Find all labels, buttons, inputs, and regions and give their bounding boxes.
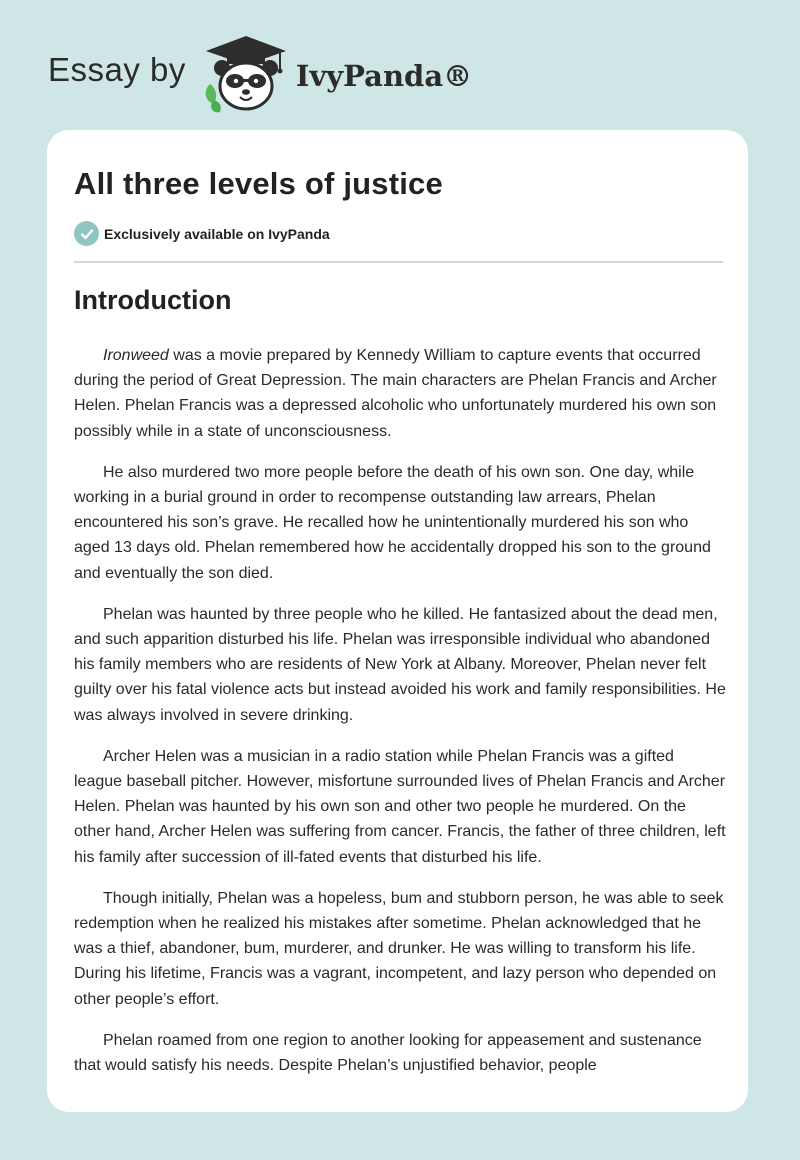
site-header [48,34,472,114]
section-heading: Introduction [74,285,232,315]
paragraph: Archer Helen was a musician in a radio station while Phelan Francis was a gifted league baseball pitcher. However, misfortune surrounded lives of Phelan Francis and Archer Helen. Phelan was haunted by his own son and other two people he murdered. On the other hand, Archer Helen was suffering from cancer. Francis, the father of three children, left his family after succession of ill-fated events that disturbed his life. [74,747,726,866]
paragraph [74,343,726,444]
essay-title: All three levels of justice [74,166,443,201]
checkmark-icon [74,221,99,246]
essay-body [74,343,726,1094]
essay-by-label: Essay by [48,51,186,88]
paragraph: He also murdered two more people before the death of his own son. One day, while working in a burial ground in order to recompense outstanding law arrears, Phelan encountered his son’s grave. He recalled how he unintentionally murdered his son who aged 13 days old. Phelan remembered how he accidentally dropped his son to the ground and eventually the son died. [74,463,711,582]
paragraph: Though initially, Phelan was a hopeless, bum and stubborn person, he was able to seek redemption when he realized his mistakes after sometime. Phelan acknowledged that he was a thief, abandoner, bum, murderer, and drunker. He was willing to transform his life. During his lifetime, Francis was a vagrant, incompetent, and lazy person who depended on other people’s effort. [74,889,724,1008]
divider [74,261,723,263]
brand-name[interactable]: IvyPanda® [295,59,473,93]
paragraph-text: was a movie prepared by Kennedy William to capture events that occurred during the period of Great Depression. The main characters are Phelan Francis and Archer Helen. Phelan Francis was a depressed alcoholic who unfortunately murdered his own son possibly while in a state of unconsciousness. [74,347,717,440]
essay-card [47,130,748,1112]
movie-title: Ironweed [103,347,169,364]
paragraph: Phelan was haunted by three people who he killed. He fantasized about the dead men, and such apparition disturbed his life. Phelan was irresponsible individual who abandoned his family members who are residents of New York at Albany. Moreover, Phelan never felt guilty over his fatal violence acts but instead avoided his work and family responsibilities. He was always involved in severe drinking. [74,605,726,724]
badge-label: Exclusively available on IvyPanda [104,225,330,242]
exclusive-badge [74,221,330,246]
panda-graduate-icon[interactable] [200,34,292,114]
paragraph: Phelan roamed from one region to another looking for appeasement and sustenance that would satisfy his needs. Despite Phelan’s unjustified behavior, people [74,1031,702,1075]
